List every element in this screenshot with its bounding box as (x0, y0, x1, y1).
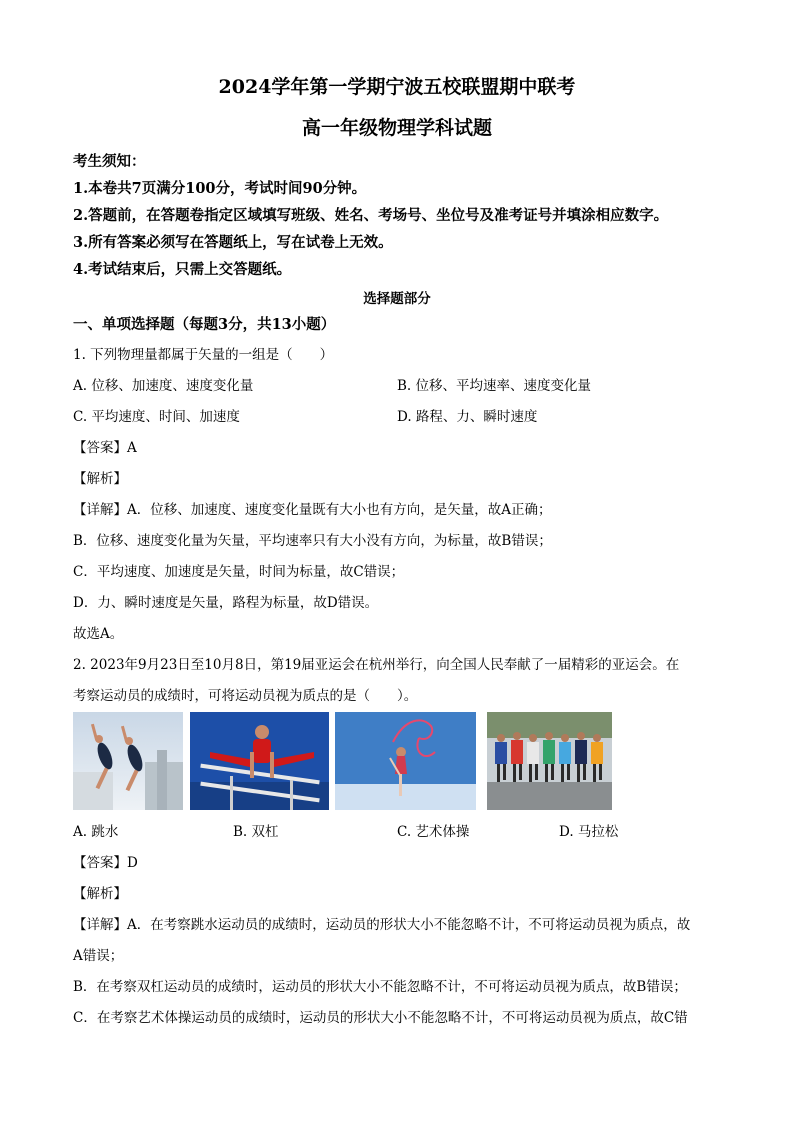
q1-stem: 1. 下列物理量都属于矢量的一组是（ ） (73, 347, 334, 363)
answer-label: 【答案】 (73, 440, 127, 456)
section-heading: 一、单项选择题（每题3分，共13小题） (73, 316, 336, 333)
q2-explanation-2: A错误； (73, 948, 124, 964)
q1-option-b: B. 位移、平均速率、速度变化量 (397, 378, 592, 394)
notice-item-4: 4.考试结束后，只需上交答题纸。 (73, 261, 292, 278)
q2-explanation-3: B．在考察双杠运动员的成绩时，运动员的形状大小不能忽略不计，不可将运动员视为质点，故B错误； (73, 979, 687, 995)
notice-item-2: 2.答题前，在答题卷指定区域填写班级、姓名、考场号、坐位号及准考证号并填涂相应数字。 (73, 207, 669, 224)
rhythmic-gymnastics-photo (335, 712, 476, 810)
answer-label: 【答案】 (73, 855, 127, 871)
q1-explanation-3: C．平均速度、加速度是矢量，时间为标量，故C错误； (73, 564, 405, 580)
q1-option-c: C. 平均速度、时间、加速度 (73, 409, 240, 425)
q2-option-a: A. 跳水 (73, 824, 119, 840)
q2-stem-line-2: 考察运动员的成绩时，可将运动员视为质点的是（ ）。 (73, 688, 418, 704)
exam-title: 2024学年第一学期宁波五校联盟期中联考 (218, 76, 576, 98)
answer-value: D (127, 855, 138, 871)
q2-answer (73, 851, 138, 871)
q2-option-c: C. 艺术体操 (397, 824, 470, 840)
marathon-photo (487, 712, 612, 810)
q2-analysis-label: 【解析】 (73, 886, 127, 902)
q1-option-a: A. 位移、加速度、速度变化量 (73, 378, 254, 394)
parallel-bars-photo (190, 712, 329, 810)
notice-heading: 考生须知： (73, 153, 146, 170)
q1-answer (73, 436, 137, 456)
q1-analysis-label: 【解析】 (73, 471, 127, 487)
q1-explanation-2: B．位移、速度变化量为矢量，平均速率只有大小没有方向，为标量，故B错误； (73, 533, 552, 549)
q1-option-d: D. 路程、力、瞬时速度 (397, 409, 538, 425)
part-title: 选择题部分 (363, 291, 431, 307)
q1-explanation-1: 【详解】A．位移、加速度、速度变化量既有大小也有方向，是矢量，故A正确； (73, 502, 552, 518)
notice-item-1: 1.本卷共7页满分100分，考试时间90分钟。 (73, 180, 367, 197)
q2-stem-line-1: 2. 2023年9月23日至10月8日，第19届亚运会在杭州举行，向全国人民奉献了一届精彩的亚运会。在 (73, 657, 680, 673)
answer-value: A (127, 440, 137, 456)
q2-explanation-4: C．在考察艺术体操运动员的成绩时，运动员的形状大小不能忽略不计，不可将运动员视为质点，故C错 (73, 1010, 688, 1026)
q2-option-b: B. 双杠 (233, 824, 279, 840)
exam-subtitle: 高一年级物理学科试题 (301, 117, 492, 139)
notice-item-3: 3.所有答案必须写在答题纸上，写在试卷上无效。 (73, 234, 393, 251)
q2-explanation-1: 【详解】A．在考察跳水运动员的成绩时，运动员的形状大小不能忽略不计，不可将运动员视为质点，故 (73, 917, 691, 933)
q1-conclusion: 故选A。 (73, 626, 124, 642)
diving-photo (73, 712, 183, 810)
q2-option-d: D. 马拉松 (559, 824, 619, 840)
q1-explanation-4: D．力、瞬时速度是矢量，路程为标量，故D错误。 (73, 595, 379, 611)
